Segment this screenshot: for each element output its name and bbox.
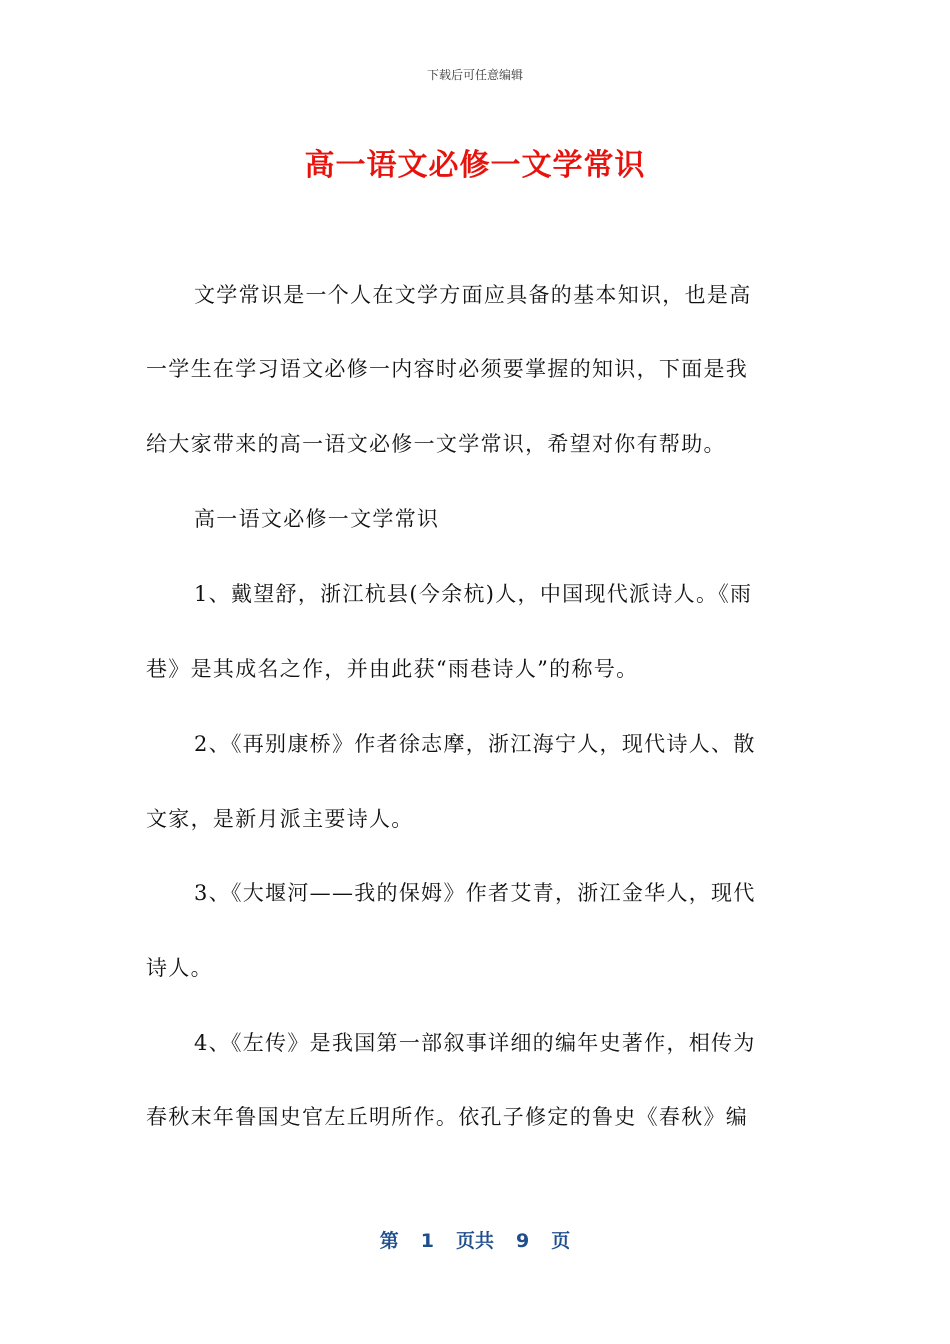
body-line: 4、《左传》是我国第一部叙事详细的编年史著作，相传为 — [194, 1031, 756, 1055]
body-line: 巷》是其成名之作，并由此获“雨巷诗人”的称号。 — [146, 657, 639, 681]
body-line: 3、《大堰河——我的保姆》作者艾青，浙江金华人，现代 — [194, 881, 756, 905]
page-footer — [0, 1226, 950, 1253]
footer-prefix: 第 — [379, 1230, 399, 1252]
footer-middle: 页共 — [455, 1230, 494, 1252]
body-line: 文家，是新月派主要诗人。 — [146, 807, 414, 831]
footer-suffix: 页 — [551, 1230, 571, 1252]
footer-total-pages: 9 — [516, 1230, 530, 1252]
body-line: 春秋末年鲁国史官左丘明所作。依孔子修定的鲁史《春秋》编 — [146, 1105, 749, 1129]
body-line: 2、《再别康桥》作者徐志摩，浙江海宁人，现代诗人、散 — [194, 732, 756, 756]
body-line: 给大家带来的高一语文必修一文学常识，希望对你有帮助。 — [146, 432, 726, 456]
body-line: 一学生在学习语文必修一内容时必须要掌握的知识，下面是我 — [146, 357, 749, 381]
section-heading: 高一语文必修一文学常识 — [194, 507, 440, 531]
document-title: 高一语文必修一文学常识 — [304, 148, 646, 183]
body-line: 文学常识是一个人在文学方面应具备的基本知识，也是高 — [194, 283, 752, 307]
footer-page-number: 1 — [420, 1230, 434, 1252]
body-line: 1、戴望舒，浙江杭县(今余杭)人，中国现代派诗人。《雨 — [194, 582, 753, 606]
header-note: 下载后可任意编辑 — [426, 68, 523, 82]
body-line: 诗人。 — [146, 956, 213, 980]
